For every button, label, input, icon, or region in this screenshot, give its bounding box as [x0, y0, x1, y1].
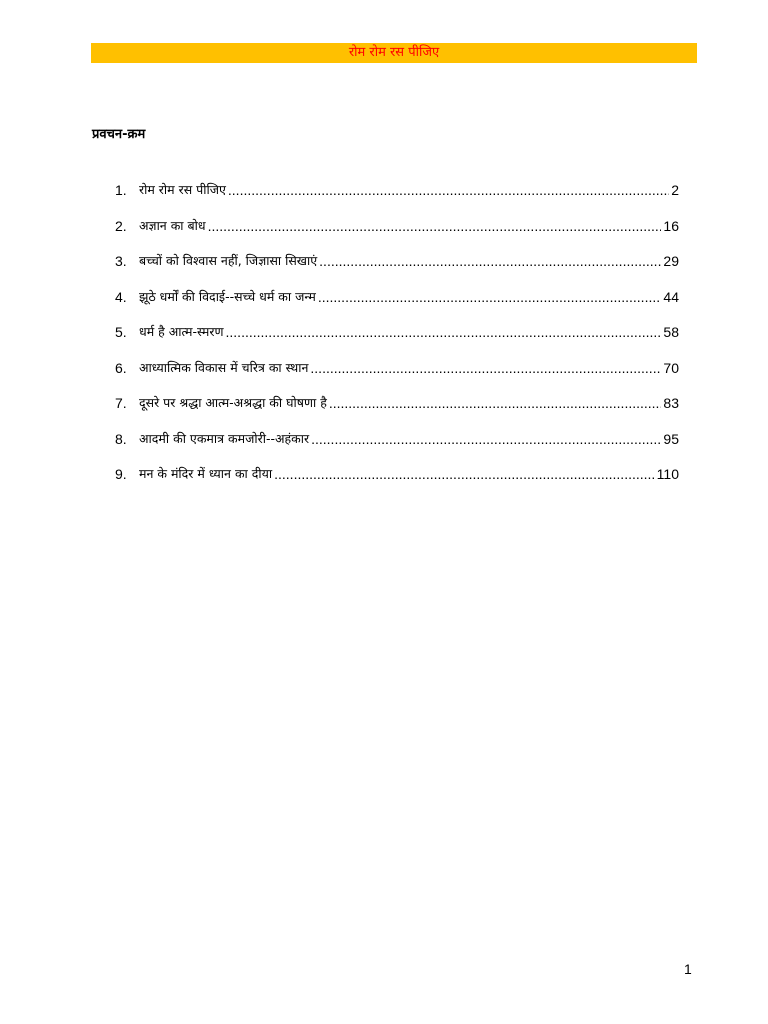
- toc-entry-number: 6.: [115, 359, 127, 376]
- toc-dot-leader: [228, 180, 669, 200]
- header-bar: [91, 43, 697, 63]
- toc-dot-leader: [329, 393, 662, 413]
- toc-entry-number: 2.: [115, 217, 127, 234]
- toc-entry-title: बच्चों को विश्वास नहीं, जिज्ञासा सिखाएं: [139, 253, 318, 268]
- toc-entry-page: 44: [663, 288, 679, 305]
- toc-entry-number: 9.: [115, 466, 127, 482]
- toc-heading: प्रवचन-क्रम: [92, 127, 146, 142]
- toc-entry[interactable]: [115, 251, 679, 287]
- toc-entry-number: 8.: [115, 430, 127, 447]
- toc-entry-number: 1.: [115, 182, 127, 198]
- toc-dot-leader: [226, 322, 662, 342]
- toc-entry[interactable]: [115, 358, 679, 394]
- toc-entry-page: 29: [663, 253, 679, 269]
- toc-dot-leader: [310, 358, 661, 378]
- toc-entry[interactable]: [115, 287, 679, 323]
- table-of-contents: [115, 180, 679, 500]
- toc-entry-page: 70: [663, 359, 679, 376]
- toc-entry-title: रोम रोम रस पीजिए: [139, 182, 226, 197]
- toc-entry-page: 110: [656, 466, 679, 482]
- toc-entry[interactable]: [115, 393, 679, 429]
- toc-entry-number: 3.: [115, 253, 127, 269]
- toc-entry-title: आध्यात्मिक विकास में चरित्र का स्थान: [139, 359, 309, 375]
- toc-entry-number: 4.: [115, 288, 127, 305]
- page-number: 1: [684, 961, 692, 977]
- toc-dot-leader: [319, 251, 661, 271]
- toc-entry-page: 58: [663, 324, 679, 340]
- toc-dot-leader: [208, 216, 662, 236]
- toc-entry[interactable]: [115, 180, 679, 216]
- toc-entry-number: 5.: [115, 324, 127, 340]
- toc-dot-leader: [318, 287, 662, 307]
- toc-entry[interactable]: [115, 429, 679, 465]
- toc-entry-title: आदमी की एकमात्र कमजोरी--अहंकार: [139, 430, 310, 446]
- toc-entry[interactable]: [115, 322, 679, 358]
- toc-entry-title: दूसरे पर श्रद्धा आत्म-अश्रद्धा की घोषणा है: [139, 395, 327, 410]
- toc-entry-page: 95: [663, 430, 679, 447]
- book-title: रोम रोम रस पीजिए: [348, 45, 440, 60]
- toc-dot-leader: [311, 429, 661, 449]
- toc-entry-page: 2: [671, 182, 679, 198]
- toc-entry-page: 83: [663, 395, 679, 411]
- toc-entry-number: 7.: [115, 395, 127, 411]
- toc-entry-title: मन के मंदिर में ध्यान का दीया: [139, 466, 273, 481]
- toc-entry-title: झूठे धर्मों की विदाई--सच्चे धर्म का जन्म: [139, 288, 316, 304]
- toc-dot-leader: [274, 464, 655, 484]
- toc-entry[interactable]: [115, 464, 679, 500]
- toc-entry-title: धर्म है आत्म-स्मरण: [139, 324, 224, 339]
- toc-entry-page: 16: [663, 217, 679, 234]
- toc-entry[interactable]: [115, 216, 679, 252]
- toc-entry-title: अज्ञान का बोध: [139, 217, 206, 233]
